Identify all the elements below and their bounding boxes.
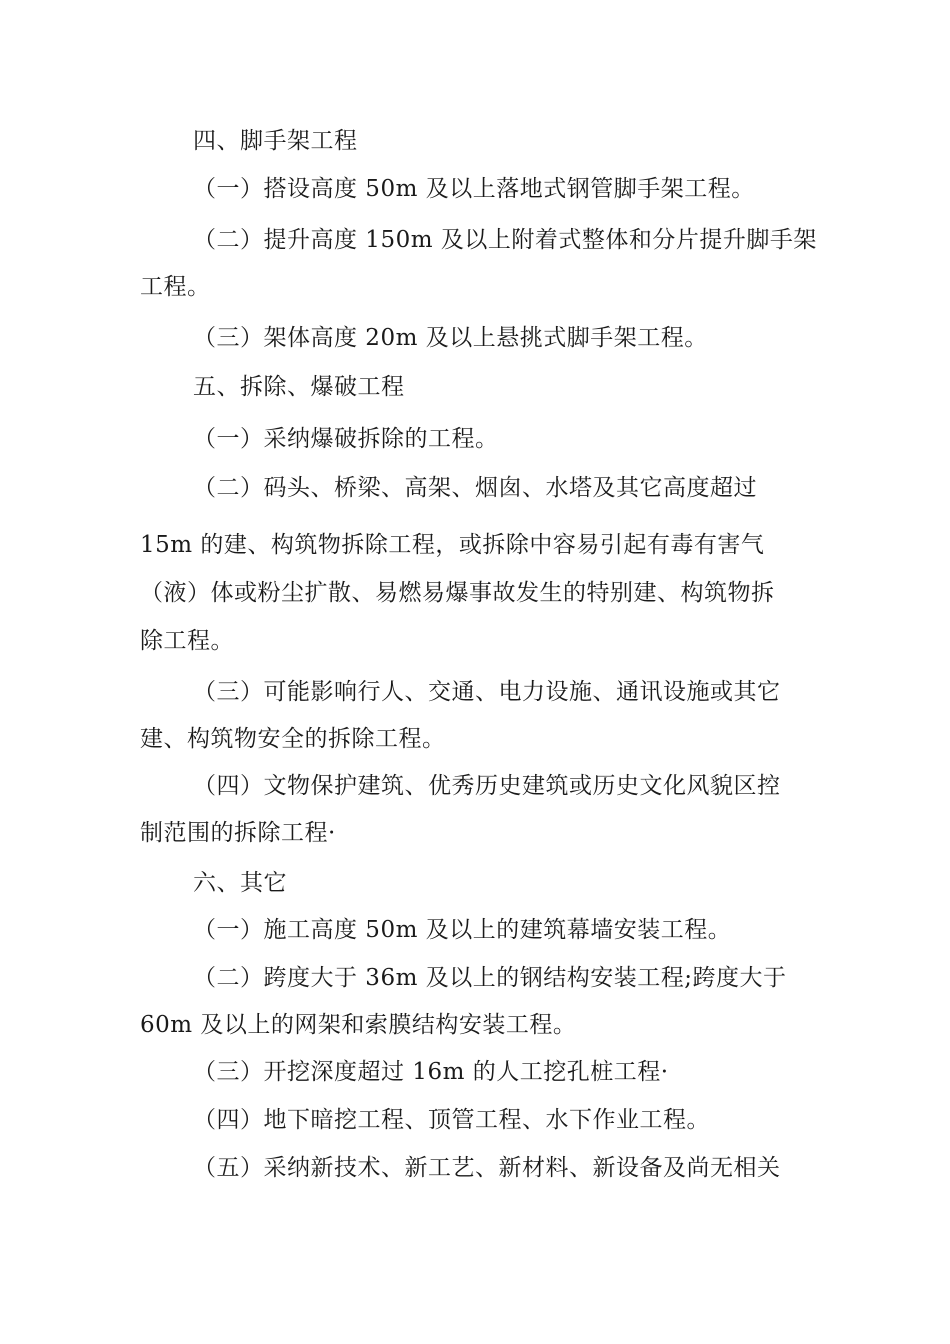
paragraph-line: 15m 的建、构筑物拆除工程，或拆除中容易引起有毒有害气: [140, 532, 765, 558]
paragraph-line: （四）文物保护建筑、优秀历史建筑或历史文化风貌区控: [193, 773, 781, 799]
paragraph-line: （一）搭设高度 50m 及以上落地式钢管脚手架工程。: [193, 176, 755, 202]
paragraph-line: （三）可能影响行人、交通、电力设施、通讯设施或其它: [193, 679, 781, 705]
paragraph-line: （液）体或粉尘扩散、易燃易爆事故发生的特别建、构筑物拆: [140, 580, 775, 606]
paragraph-line: （三）架体高度 20m 及以上悬挑式脚手架工程。: [193, 325, 708, 351]
paragraph-line: （二）提升高度 150m 及以上附着式整体和分片提升脚手架: [193, 227, 817, 253]
section-heading-demolition: 五、拆除、爆破工程: [193, 374, 405, 400]
section-heading-other: 六、其它: [193, 870, 287, 896]
paragraph-line: （二）跨度大于 36m 及以上的钢结构安装工程;跨度大于: [193, 965, 787, 991]
paragraph-line: 60m 及以上的网架和索膜结构安装工程。: [140, 1012, 577, 1038]
paragraph-line: （一）采纳爆破拆除的工程。: [193, 426, 499, 452]
paragraph-line: 制范围的拆除工程·: [140, 820, 336, 846]
paragraph-line: 建、构筑物安全的拆除工程。: [140, 726, 446, 752]
paragraph-line: （五）采纳新技术、新工艺、新材料、新设备及尚无相关: [193, 1155, 781, 1181]
paragraph-line: （三）开挖深度超过 16m 的人工挖孔桩工程·: [193, 1059, 669, 1085]
paragraph-line: 工程。: [140, 274, 211, 300]
section-heading-scaffolding: 四、脚手架工程: [193, 128, 358, 154]
paragraph-line: （一）施工高度 50m 及以上的建筑幕墙安装工程。: [193, 917, 732, 943]
paragraph-line: 除工程。: [140, 628, 234, 654]
paragraph-line: （四）地下暗挖工程、顶管工程、水下作业工程。: [193, 1107, 710, 1133]
paragraph-line: （二）码头、桥梁、高架、烟囱、水塔及其它高度超过: [193, 475, 757, 501]
